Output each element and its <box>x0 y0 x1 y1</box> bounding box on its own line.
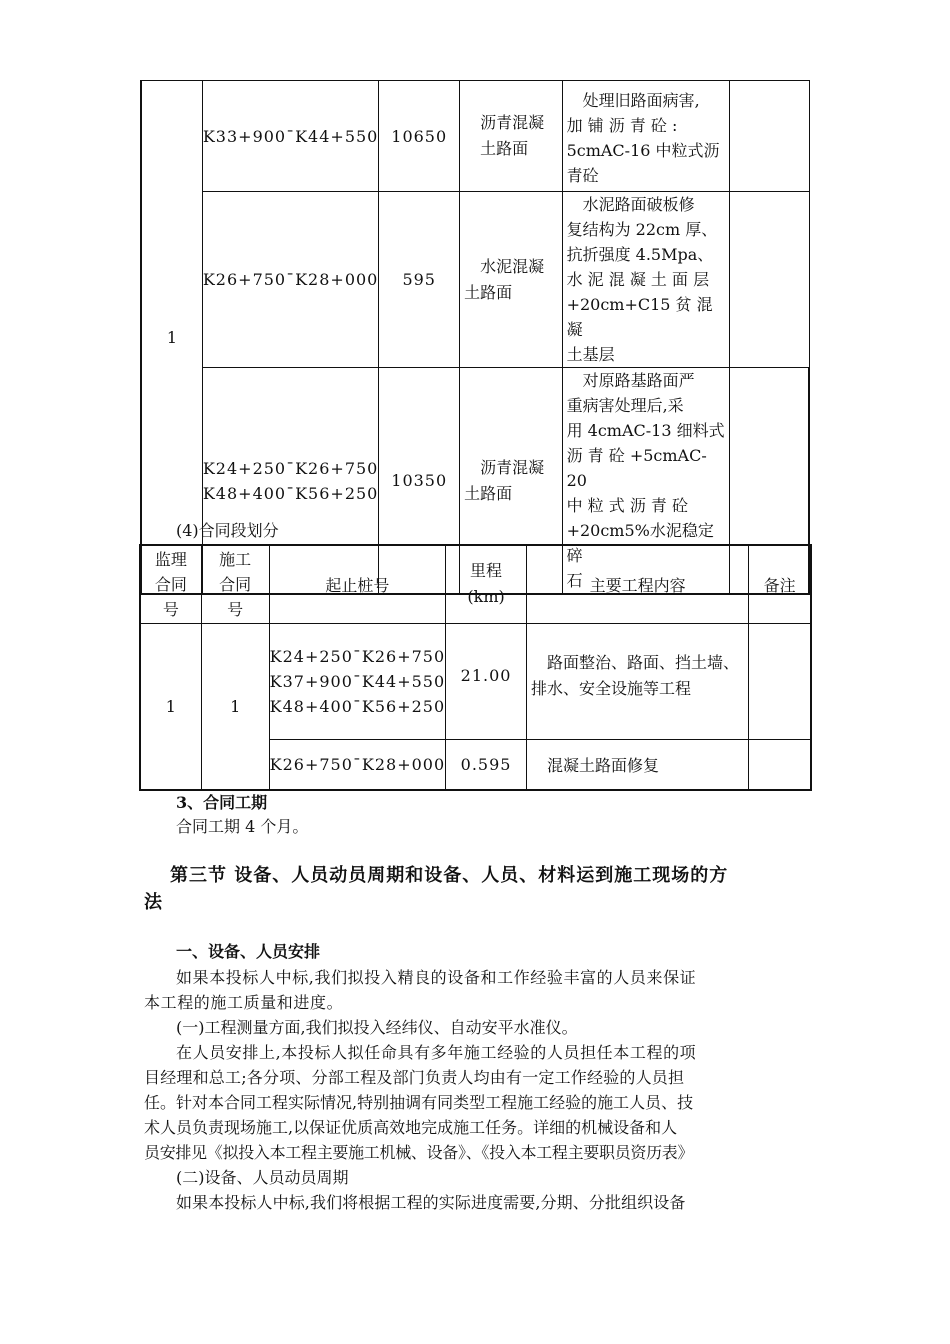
construction-number: 1 <box>201 623 269 790</box>
paragraph-line: 如果本投标人中标,我们将根据工程的实际进度需要,分期、分批组织设备 <box>176 1193 686 1212</box>
header-construction: 施工 合同 号 <box>201 545 269 623</box>
desc-cell: 处理旧路面病害, 加 铺 沥 青 砼 : 5cmAC-16 中粒式沥 青砼 <box>562 81 729 192</box>
supervision-number: 1 <box>140 623 201 790</box>
chapter-title: 第三节 设备、人员动员周期和设备、人员、材料运到施工现场的方 <box>170 865 729 886</box>
header-range: 起止桩号 <box>269 545 446 623</box>
sub-heading: 一、设备、人员安排 <box>176 942 321 961</box>
length-cell: 10650 <box>379 81 460 192</box>
section-heading: (4)合同段划分 <box>176 521 279 540</box>
desc-cell: 水泥路面破板修 复结构为 22cm 厚、 抗折强度 4.5Mpa、 水 泥 混 凝 土 面 层 +20cm+C15 贫 混 凝 土基层 <box>562 192 729 368</box>
length-cell: 595 <box>379 192 460 368</box>
range-cell: K24+250¯K26+750 K37+900¯K44+550 K48+400¯K56+250 <box>269 623 446 739</box>
range-cell: K33+900¯K44+550 <box>202 81 379 192</box>
content-cell: 混凝土路面修复 <box>526 739 748 790</box>
remark-cell <box>729 81 809 192</box>
length-cell: 21.00 <box>446 623 527 739</box>
pavement-table <box>140 80 810 595</box>
paragraph-line: 在人员安排上,本投标人拟任命具有多年施工经验的人员担任本工程的项 <box>176 1043 697 1062</box>
remark-cell <box>749 623 811 739</box>
header-supervision: 监理 合同 号 <box>140 545 201 623</box>
header-content: 主要工程内容 <box>526 545 748 623</box>
type-cell: 水泥混凝 土路面 <box>460 192 562 368</box>
type-cell: 沥青混凝 土路面 <box>460 81 562 192</box>
desc-cell: 对原路基路面严 重病害处理后,采 用 4cmAC-13 细料式 沥 青 砼 +5cmAC-20 中 粒 式 沥 青 砼 +20cm5%水泥稳定碎 石 <box>562 368 729 595</box>
range-cell: K26+750¯K28+000 <box>269 739 446 790</box>
paragraph-line: 任。针对本合同工程实际情况,特别抽调有同类型工程施工经验的施工人员、技 <box>144 1093 694 1112</box>
remark-cell <box>749 739 811 790</box>
content-cell: 路面整治、路面、挡土墙、 排水、安全设施等工程 <box>526 623 748 739</box>
range-cell: K26+750¯K28+000 <box>202 192 379 368</box>
type-cell: 沥青混凝 土路面 <box>460 368 562 595</box>
paragraph-line: (二)设备、人员动员周期 <box>176 1168 349 1187</box>
period-text: 合同工期 4 个月。 <box>176 817 309 836</box>
length-cell: 10350 <box>379 368 460 595</box>
header-length: 里程 (km) <box>446 545 527 623</box>
header-remark: 备注 <box>749 545 811 623</box>
chapter-title-cont: 法 <box>144 892 162 913</box>
paragraph-line: (一)工程测量方面,我们拟投入经纬仪、自动安平水准仪。 <box>176 1018 578 1037</box>
paragraph-line: 目经理和总工;各分项、分部工程及部门负责人均由有一定工作经验的人员担 <box>144 1068 685 1087</box>
paragraph-line: 员安排见《拟投入本工程主要施工机械、设备》、《投入本工程主要职员资历表》 <box>144 1143 694 1162</box>
paragraph-line: 本工程的施工质量和进度。 <box>144 993 344 1012</box>
paragraph-line: 术人员负责现场施工,以保证优质高效地完成施工任务。详细的机械设备和人 <box>144 1118 678 1137</box>
paragraph-line: 如果本投标人中标,我们拟投入精良的设备和工作经验丰富的人员来保证 <box>176 968 697 987</box>
group-number: 1 <box>141 81 202 595</box>
remark-cell <box>729 192 809 368</box>
length-cell: 0.595 <box>446 739 527 790</box>
range-cell: K24+250¯K26+750 K48+400¯K56+250 <box>202 368 379 595</box>
contract-table <box>139 544 812 791</box>
period-heading: 3、合同工期 <box>176 793 268 812</box>
